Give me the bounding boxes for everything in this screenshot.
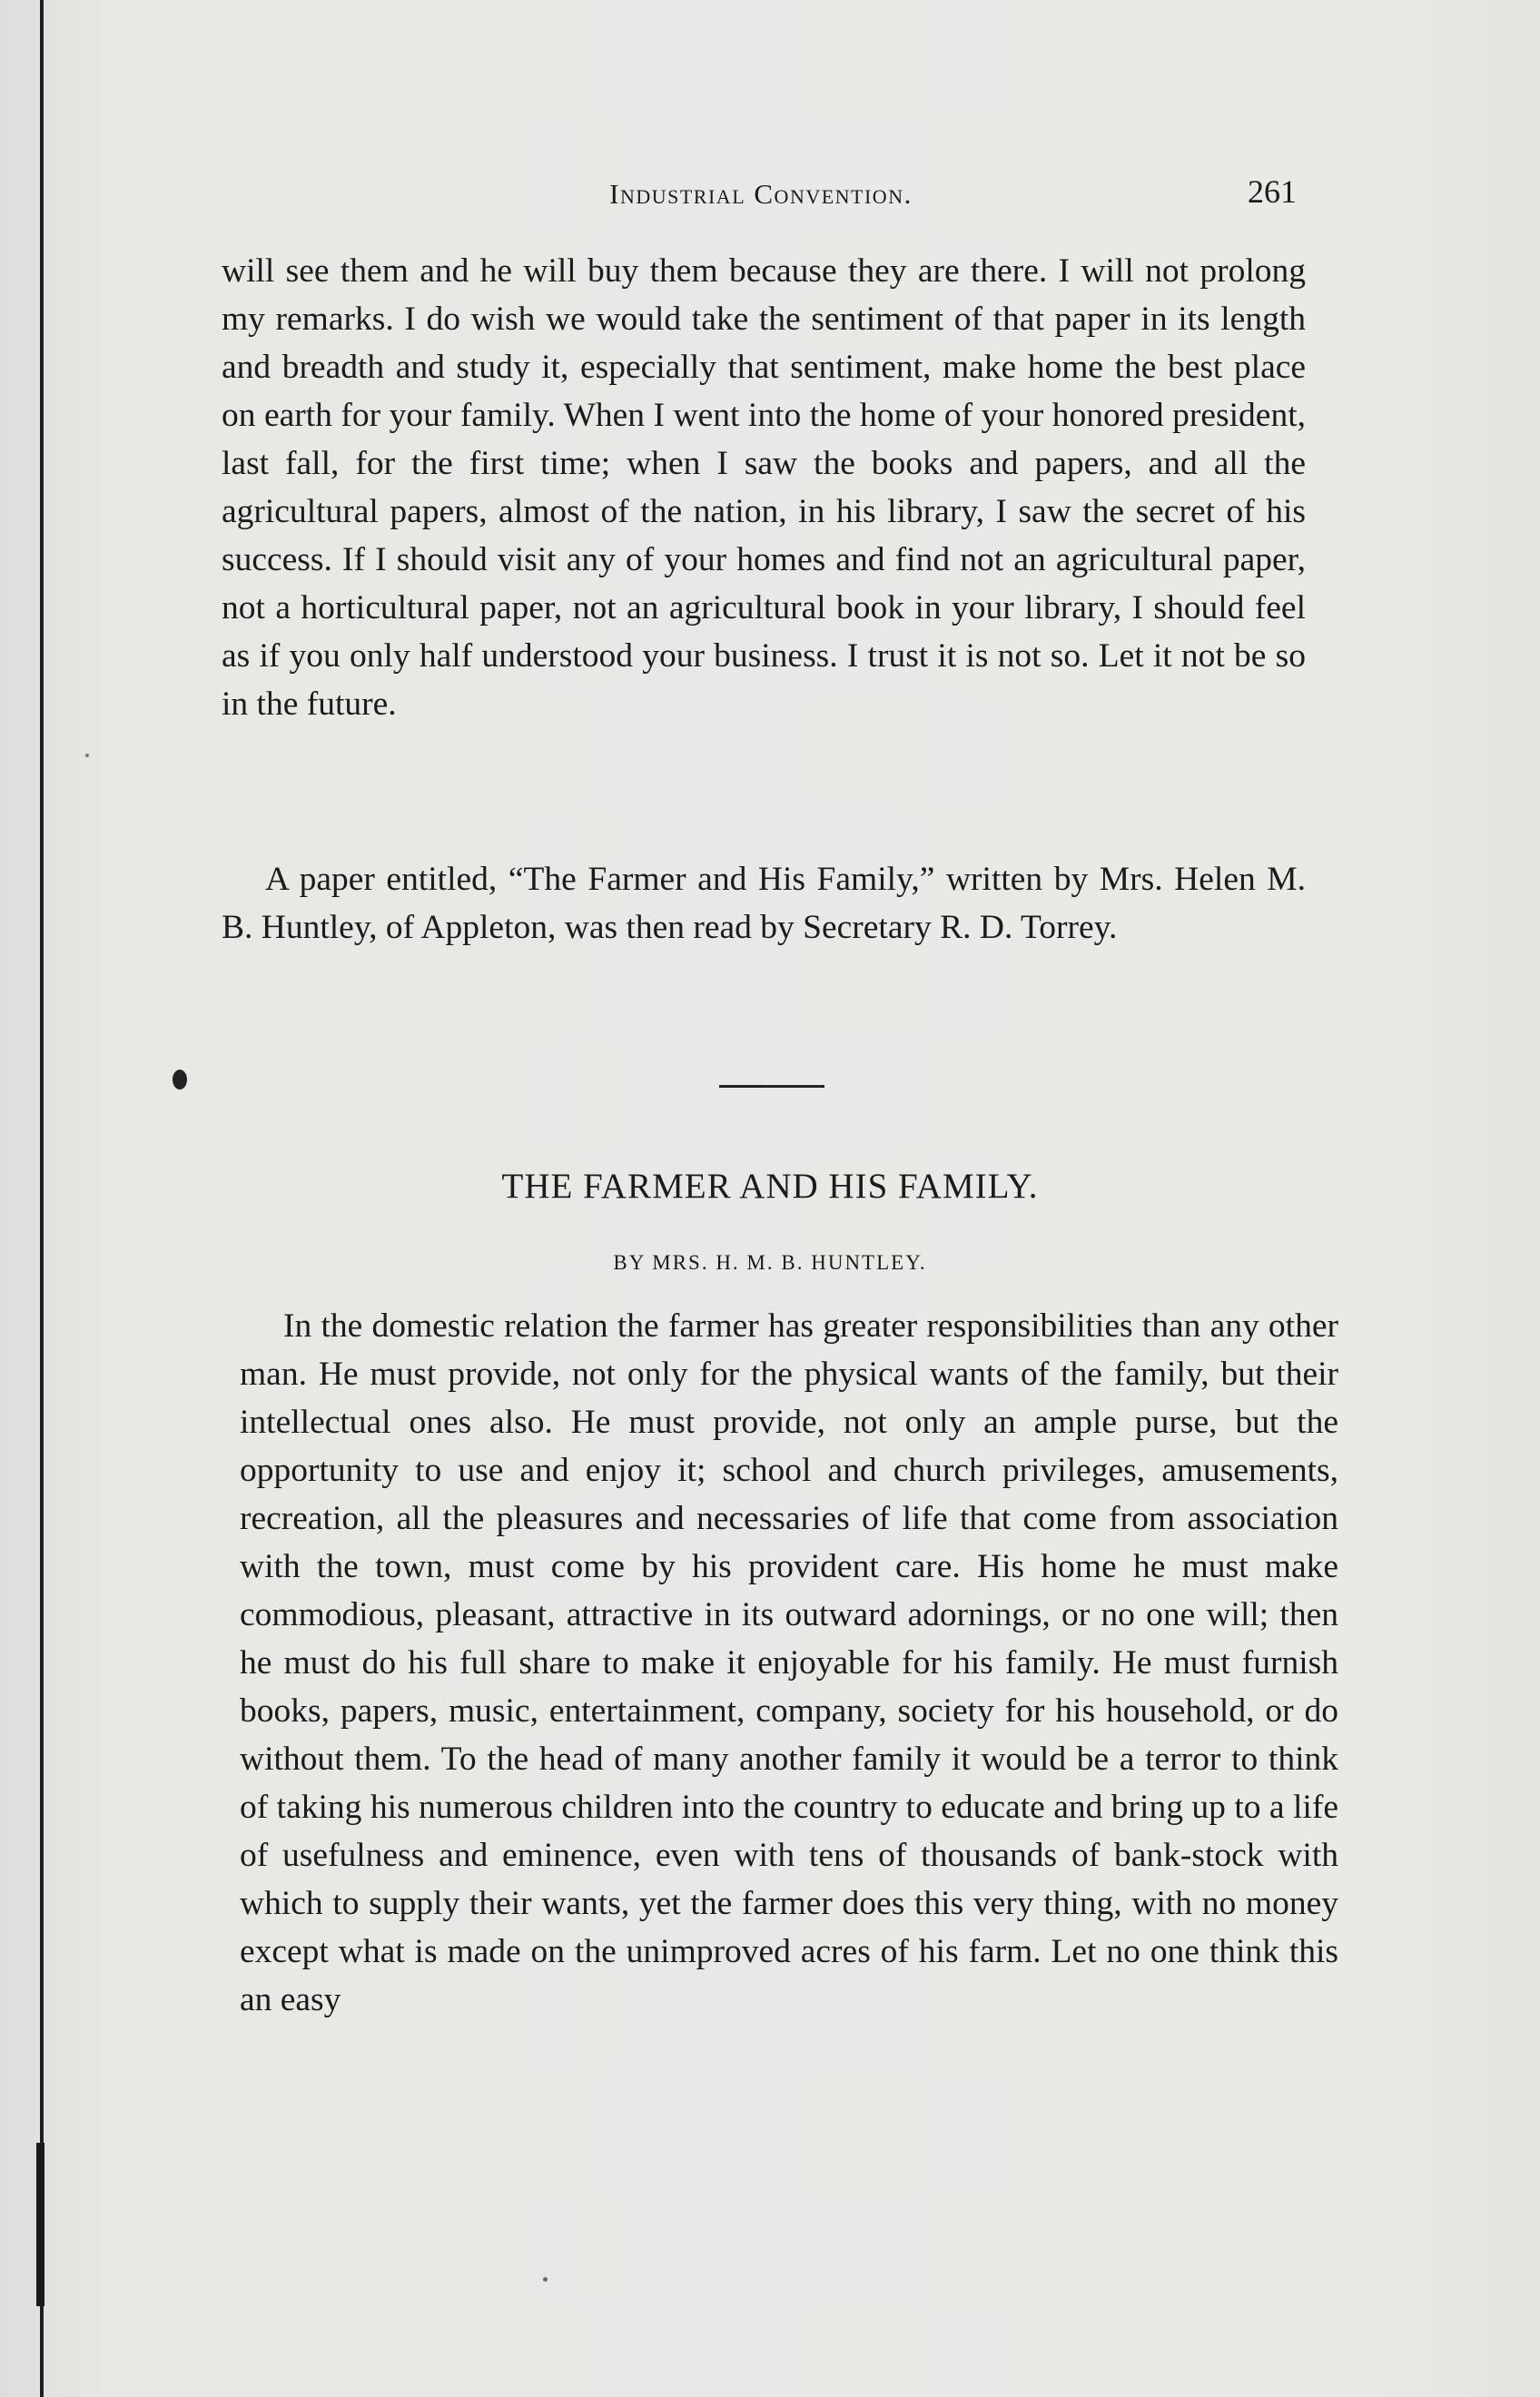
introduction-paragraph-block — [222, 855, 1306, 952]
article-byline: BY MRS. H. M. B. HUNTLEY. — [613, 1251, 927, 1274]
dust-speck — [543, 2277, 548, 2282]
article-body-block — [240, 1302, 1338, 2024]
ink-spot — [173, 1070, 187, 1090]
running-title: Industrial Convention. — [609, 178, 913, 210]
page-number: 261 — [1248, 173, 1297, 210]
body-paragraph: In the domestic relation the farmer has greater responsibilities than any other man. He must provide, not only for the physical wants of the family, but their intellectual ones also. He must provide, not only an ample purse, but the opportunity to use and enjoy it; school and church privileges, amusements, recreation, all the pleasures and necessaries of life that come from association with the town, must come by his provident care. His home he must make commodious, pleasant, attractive in its outward adornings, or no one will; then he must do his full share to make it enjoyable for his family. He must furnish books, papers, music, entertainment, company, society for his household, or do without them. To the head of many another family it would be a terror to think of taking his numerous children into the country to educate and bring up to a life of usefulness and eminence, even with tens of thousands of bank-stock with which to supply their wants, yet the farmer does this very thing, with no money except what is made on the unimproved acres of his farm. Let no one think this an easy — [240, 1307, 1338, 2018]
binding-edge-line — [40, 0, 44, 2397]
article-title: THE FARMER AND HIS FAMILY. — [501, 1167, 1039, 1206]
body-paragraph: will see them and he will buy them because they are there. I will not prolong my remarks. I do wish we would take the sentiment of that paper in its length and breadth and study it, especially that sentiment, make home the best place on earth for your family. When I went into the home of your honored president, last fall, for the first time; when I saw the books and papers, and all the agricultural papers, almost of the nation, in his library, I saw the secret of his success. If I should visit any of your homes and find not an agricultural paper, not a horticultural paper, not an agricultural book in your library, I should feel as if you only half understood your business. I trust it is not so. Let it not be so in the future. — [222, 252, 1306, 723]
dust-speck — [85, 754, 89, 757]
binding-edge-mark — [36, 2143, 44, 2306]
body-paragraph: A paper entitled, “The Farmer and His Family,” written by Mrs. Helen M. B. Huntley, of Appleton, was then read by Secretary R. D. Torrey. — [222, 861, 1306, 946]
continued-paragraph-block — [222, 247, 1306, 728]
page-header — [225, 173, 1297, 222]
section-divider — [719, 1085, 824, 1088]
